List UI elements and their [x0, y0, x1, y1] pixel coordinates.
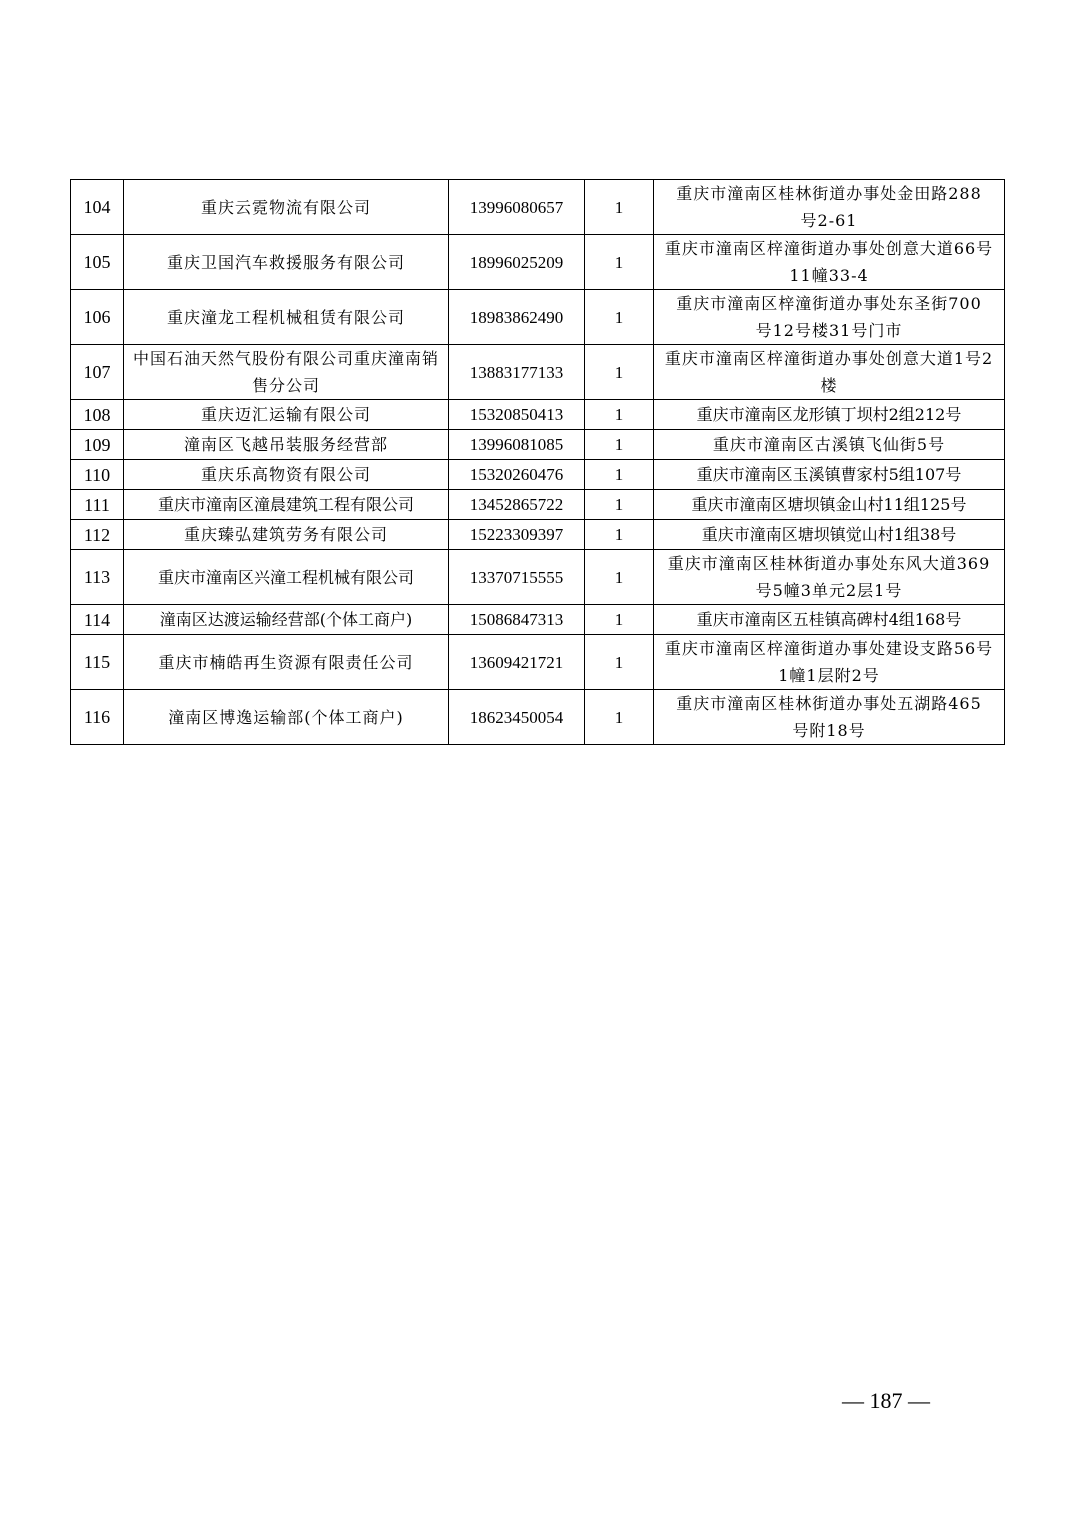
phone-number: 18983862490	[449, 290, 585, 345]
page-number: — 187 —	[842, 1388, 930, 1413]
row-number: 104	[71, 180, 124, 235]
phone-number: 15223309397	[449, 520, 585, 550]
company-name: 重庆市潼南区潼晨建筑工程有限公司	[124, 490, 449, 520]
count: 1	[585, 520, 654, 550]
row-number: 108	[71, 400, 124, 430]
address: 重庆市潼南区桂林街道办事处金田路288号2-61	[654, 180, 1005, 235]
address: 重庆市潼南区玉溪镇曹家村5组107号	[654, 460, 1005, 490]
table-row	[71, 290, 1005, 345]
address: 重庆市潼南区古溪镇飞仙街5号	[654, 430, 1005, 460]
row-number: 116	[71, 690, 124, 745]
address: 重庆市潼南区梓潼街道办事处东圣街700号12号楼31号门市	[654, 290, 1005, 345]
company-name: 重庆云霓物流有限公司	[124, 180, 449, 235]
row-number: 115	[71, 635, 124, 690]
table-body	[71, 180, 1005, 745]
count: 1	[585, 180, 654, 235]
table-row	[71, 690, 1005, 745]
address: 重庆市潼南区龙形镇丁坝村2组212号	[654, 400, 1005, 430]
row-number: 110	[71, 460, 124, 490]
table-row	[71, 235, 1005, 290]
table-row	[71, 605, 1005, 635]
phone-number: 15320260476	[449, 460, 585, 490]
count: 1	[585, 235, 654, 290]
table-row	[71, 430, 1005, 460]
count: 1	[585, 345, 654, 400]
row-number: 105	[71, 235, 124, 290]
phone-number: 13996080657	[449, 180, 585, 235]
company-name: 重庆卫国汽车救援服务有限公司	[124, 235, 449, 290]
count: 1	[585, 605, 654, 635]
address: 重庆市潼南区塘坝镇金山村11组125号	[654, 490, 1005, 520]
table-row	[71, 400, 1005, 430]
address: 重庆市潼南区五桂镇高碑村4组168号	[654, 605, 1005, 635]
address: 重庆市潼南区梓潼街道办事处建设支路56号1幢1层附2号	[654, 635, 1005, 690]
phone-number: 13883177133	[449, 345, 585, 400]
table-row	[71, 180, 1005, 235]
company-table	[70, 179, 1005, 745]
address: 重庆市潼南区梓潼街道办事处创意大道1号2楼	[654, 345, 1005, 400]
phone-number: 18996025209	[449, 235, 585, 290]
address: 重庆市潼南区梓潼街道办事处创意大道66号11幢33-4	[654, 235, 1005, 290]
phone-number: 13996081085	[449, 430, 585, 460]
row-number: 112	[71, 520, 124, 550]
table-row	[71, 520, 1005, 550]
company-name: 重庆潼龙工程机械租赁有限公司	[124, 290, 449, 345]
company-name: 重庆乐高物资有限公司	[124, 460, 449, 490]
row-number: 106	[71, 290, 124, 345]
company-name: 潼南区博逸运输部(个体工商户)	[124, 690, 449, 745]
count: 1	[585, 490, 654, 520]
company-name: 重庆市潼南区兴潼工程机械有限公司	[124, 550, 449, 605]
company-name: 重庆市楠皓再生资源有限责任公司	[124, 635, 449, 690]
phone-number: 13370715555	[449, 550, 585, 605]
row-number: 107	[71, 345, 124, 400]
count: 1	[585, 635, 654, 690]
company-name: 潼南区飞越吊装服务经营部	[124, 430, 449, 460]
address: 重庆市潼南区桂林街道办事处东风大道369号5幢3单元2层1号	[654, 550, 1005, 605]
phone-number: 13452865722	[449, 490, 585, 520]
address: 重庆市潼南区塘坝镇觉山村1组38号	[654, 520, 1005, 550]
table-row	[71, 490, 1005, 520]
table-row	[71, 550, 1005, 605]
count: 1	[585, 400, 654, 430]
count: 1	[585, 550, 654, 605]
table-row	[71, 345, 1005, 400]
company-name: 潼南区达渡运输经营部(个体工商户)	[124, 605, 449, 635]
count: 1	[585, 690, 654, 745]
table-row	[71, 635, 1005, 690]
count: 1	[585, 460, 654, 490]
row-number: 113	[71, 550, 124, 605]
phone-number: 18623450054	[449, 690, 585, 745]
phone-number: 13609421721	[449, 635, 585, 690]
count: 1	[585, 430, 654, 460]
company-name: 重庆臻弘建筑劳务有限公司	[124, 520, 449, 550]
phone-number: 15320850413	[449, 400, 585, 430]
address: 重庆市潼南区桂林街道办事处五湖路465号附18号	[654, 690, 1005, 745]
count: 1	[585, 290, 654, 345]
row-number: 109	[71, 430, 124, 460]
table-row	[71, 460, 1005, 490]
company-name: 中国石油天然气股份有限公司重庆潼南销售分公司	[124, 345, 449, 400]
company-name: 重庆迈汇运输有限公司	[124, 400, 449, 430]
row-number: 111	[71, 490, 124, 520]
phone-number: 15086847313	[449, 605, 585, 635]
row-number: 114	[71, 605, 124, 635]
